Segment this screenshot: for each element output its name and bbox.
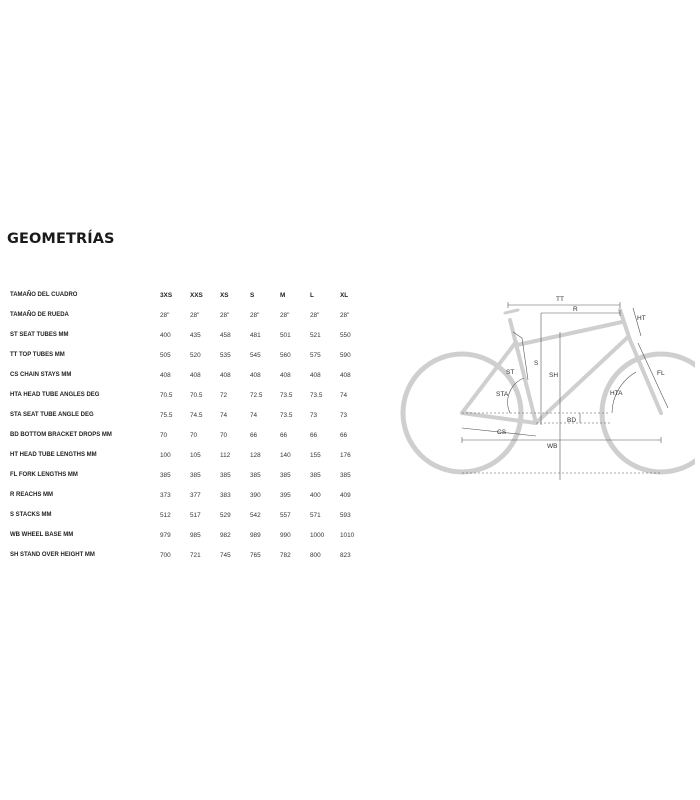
- cell-value: 385: [250, 471, 261, 479]
- cell-value: 73.5: [280, 391, 293, 399]
- cell-value: 395: [280, 491, 291, 499]
- cell-value: 408: [280, 371, 291, 379]
- cell-value: 66: [280, 431, 288, 439]
- cell-value: 73.5: [310, 391, 323, 399]
- cell-value: 385: [280, 471, 291, 479]
- cell-value: 823: [340, 551, 351, 559]
- bike-geometry-diagram: [395, 285, 695, 485]
- cell-value: 782: [280, 551, 291, 559]
- cell-value: 385: [160, 471, 171, 479]
- row-label: R REACHS MM: [10, 492, 53, 498]
- cell-value: 408: [250, 371, 261, 379]
- size-column-header: L: [310, 291, 314, 299]
- cell-value: 390: [250, 491, 261, 499]
- row-label: S STACKS MM: [10, 512, 52, 518]
- tt-label: TT: [556, 296, 564, 303]
- cell-value: 1010: [340, 531, 355, 539]
- cell-value: 72: [220, 391, 228, 399]
- cell-value: 982: [220, 531, 231, 539]
- table-header-row: [10, 285, 370, 305]
- cell-value: 590: [340, 351, 351, 359]
- geometry-table-body: [10, 285, 370, 565]
- table-row: [10, 545, 370, 565]
- row-label: TT TOP TUBES MM: [10, 352, 65, 358]
- cell-value: 176: [340, 451, 351, 459]
- cell-value: 70: [190, 431, 198, 439]
- cell-value: 700: [160, 551, 171, 559]
- cell-value: 128: [250, 451, 261, 459]
- cell-value: 979: [160, 531, 171, 539]
- cell-value: 383: [220, 491, 231, 499]
- table-row: [10, 445, 370, 465]
- cell-value: 550: [340, 331, 351, 339]
- cell-value: 408: [160, 371, 171, 379]
- cell-value: 408: [310, 371, 321, 379]
- bd-label: BD: [567, 417, 577, 424]
- cell-value: 409: [340, 491, 351, 499]
- cell-value: 70: [220, 431, 228, 439]
- cell-value: 521: [310, 331, 321, 339]
- cell-value: 28": [340, 311, 350, 319]
- cell-value: 593: [340, 511, 351, 519]
- seatpost-clamp: [505, 310, 518, 313]
- cell-value: 105: [190, 451, 201, 459]
- cell-value: 385: [310, 471, 321, 479]
- cell-value: 74: [250, 411, 258, 419]
- head-tube: [620, 310, 630, 340]
- cell-value: 501: [280, 331, 291, 339]
- cell-value: 520: [190, 351, 201, 359]
- cell-value: 74.5: [190, 411, 203, 419]
- table-row: [10, 365, 370, 385]
- cell-value: 28": [250, 311, 260, 319]
- cell-value: 560: [280, 351, 291, 359]
- table-row: [10, 485, 370, 505]
- cell-value: 408: [190, 371, 201, 379]
- row-label: HT HEAD TUBE LENGTHS MM: [10, 452, 97, 458]
- r-label: R: [573, 306, 578, 313]
- cell-value: 155: [310, 451, 321, 459]
- cell-value: 385: [340, 471, 351, 479]
- cell-value: 400: [160, 331, 171, 339]
- top-tube: [517, 322, 622, 345]
- cell-value: 765: [250, 551, 261, 559]
- row-label: CS CHAIN STAYS MM: [10, 372, 72, 378]
- cell-value: 985: [190, 531, 201, 539]
- cell-value: 28": [280, 311, 290, 319]
- cell-value: 74: [220, 411, 228, 419]
- cell-value: 373: [160, 491, 171, 499]
- cell-value: 1000: [310, 531, 325, 539]
- table-row: [10, 385, 370, 405]
- cell-value: 73.5: [280, 411, 293, 419]
- fl-label: FL: [657, 370, 665, 377]
- cell-value: 435: [190, 331, 201, 339]
- cell-value: 28": [160, 311, 170, 319]
- cell-value: 745: [220, 551, 231, 559]
- cell-value: 73: [340, 411, 348, 419]
- cell-value: 66: [310, 431, 318, 439]
- cell-value: 989: [250, 531, 261, 539]
- table-row: [10, 325, 370, 345]
- size-column-header: XXS: [190, 291, 203, 299]
- s-label: S: [534, 360, 539, 367]
- row-label: HTA HEAD TUBE ANGLES DEG: [10, 392, 100, 398]
- cell-value: 377: [190, 491, 201, 499]
- chain-stay: [462, 413, 536, 423]
- cell-value: 70: [160, 431, 168, 439]
- table-row: [10, 405, 370, 425]
- size-column-header: S: [250, 291, 255, 299]
- cell-value: 408: [220, 371, 231, 379]
- row-label: ST SEAT TUBES MM: [10, 332, 69, 338]
- cell-value: 400: [310, 491, 321, 499]
- cs-label: CS: [497, 429, 507, 436]
- size-column-header: XS: [220, 291, 229, 299]
- cell-value: 75.5: [160, 411, 173, 419]
- cell-value: 517: [190, 511, 201, 519]
- cell-value: 28": [310, 311, 320, 319]
- cell-value: 575: [310, 351, 321, 359]
- dimension-lines: [462, 302, 668, 480]
- cell-value: 557: [280, 511, 291, 519]
- front-wheel: [602, 354, 695, 472]
- row-label: FL FORK LENGTHS MM: [10, 472, 78, 478]
- ht-label: HT: [637, 315, 646, 322]
- cell-value: 70.5: [190, 391, 203, 399]
- cell-value: 535: [220, 351, 231, 359]
- cell-value: 140: [280, 451, 291, 459]
- cell-value: 481: [250, 331, 261, 339]
- cell-value: 545: [250, 351, 261, 359]
- ht-dim-line: [633, 308, 641, 336]
- cell-value: 800: [310, 551, 321, 559]
- cell-value: 72.5: [250, 391, 263, 399]
- cell-value: 73: [310, 411, 318, 419]
- cell-value: 505: [160, 351, 171, 359]
- size-column-header: XL: [340, 291, 349, 299]
- row-label: WB WHEEL BASE MM: [10, 532, 74, 538]
- cell-value: 542: [250, 511, 261, 519]
- table-row: [10, 505, 370, 525]
- cell-value: 28": [220, 311, 230, 319]
- cell-value: 70.5: [160, 391, 173, 399]
- cell-value: 571: [310, 511, 321, 519]
- cell-value: 529: [220, 511, 231, 519]
- cell-value: 112: [220, 451, 231, 459]
- geometry-table: [10, 285, 370, 565]
- table-row: [10, 465, 370, 485]
- row-label: BD BOTTOM BRACKET DROPS MM: [10, 432, 112, 438]
- table-row: [10, 525, 370, 545]
- hta-label: HTA: [610, 390, 623, 397]
- size-column-header: M: [280, 291, 286, 299]
- cell-value: 100: [160, 451, 171, 459]
- page-title: GEOMETRÍAS: [7, 231, 115, 247]
- cell-value: 512: [160, 511, 171, 519]
- wb-label: WB: [547, 443, 558, 450]
- cell-value: 721: [190, 551, 201, 559]
- cell-value: 458: [220, 331, 231, 339]
- cell-value: 990: [280, 531, 291, 539]
- row-label: STA SEAT TUBE ANGLE DEG: [10, 412, 94, 418]
- size-column-header: 3XS: [160, 291, 173, 299]
- cell-value: 28": [190, 311, 200, 319]
- st-label: ST: [506, 369, 515, 376]
- cell-value: 74: [340, 391, 348, 399]
- row-label: TAMAÑO DE RUEDA: [10, 312, 69, 318]
- sh-label: SH: [549, 372, 559, 379]
- table-row: [10, 345, 370, 365]
- header-label: TAMAÑO DEL CUADRO: [10, 292, 78, 298]
- table-row: [10, 425, 370, 445]
- cell-value: 66: [250, 431, 258, 439]
- cell-value: 385: [220, 471, 231, 479]
- table-row: [10, 305, 370, 325]
- cell-value: 66: [340, 431, 348, 439]
- row-label: SH STAND OVER HEIGHT MM: [10, 552, 95, 558]
- cell-value: 408: [340, 371, 351, 379]
- cell-value: 385: [190, 471, 201, 479]
- sta-label: STA: [496, 391, 509, 398]
